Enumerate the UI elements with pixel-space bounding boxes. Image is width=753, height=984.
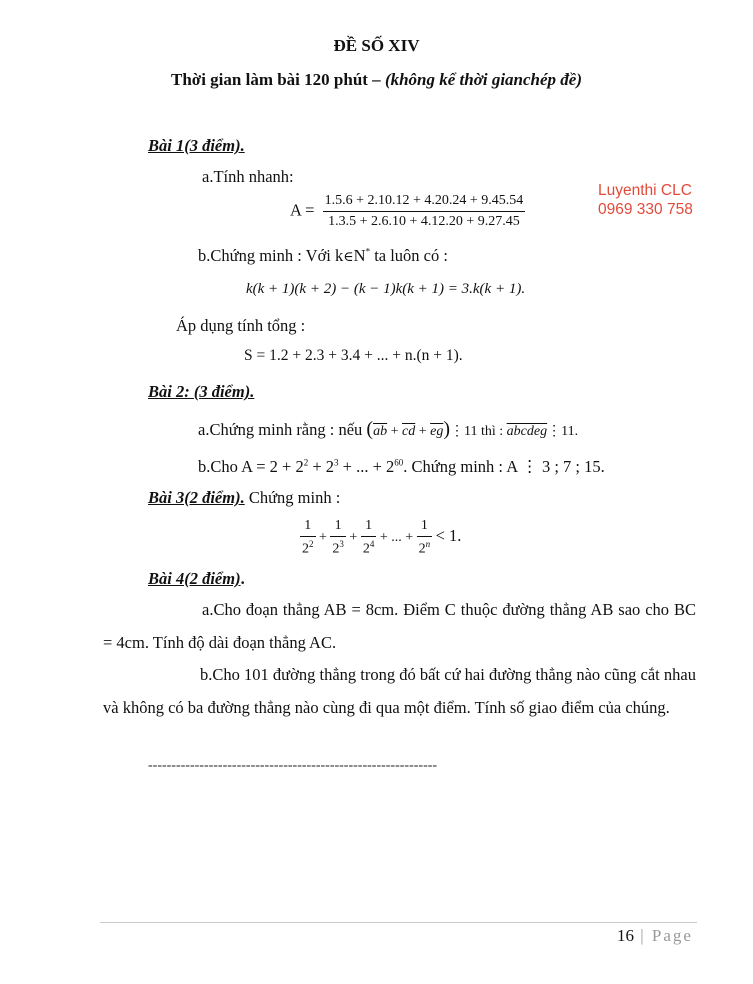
bai1-b-statement [198, 246, 448, 266]
page-footer [617, 926, 693, 946]
page-word: Page [651, 926, 693, 945]
bai4-heading-line [148, 569, 245, 589]
bai3-dots: + ... + [379, 530, 414, 546]
bai2-a-overline-ab: $\overline{ab}$ [373, 424, 388, 439]
bai2-a-plus-2: + [415, 424, 431, 439]
bai3-f4-num: 1 [417, 518, 433, 537]
bai3-fraction-3 [361, 518, 377, 558]
bai2-b-mid-2: + ... + 2 [338, 457, 395, 476]
bai2-b-statement [198, 457, 605, 477]
bai3-f3-exp: 4 [369, 539, 375, 549]
bai1-b-suffix: ta luôn có : [370, 246, 448, 265]
watermark-name: Luyenthi CLC [598, 182, 692, 199]
bai3-f1-exp: 2 [309, 539, 314, 549]
bai3-inequality [300, 518, 461, 558]
bai1-b-star: * [365, 246, 371, 257]
bai3-text: Chứng minh : [244, 488, 341, 507]
bai2-b-suffix: . Chứng minh : A ⋮ 3 ; 7 ; 15. [403, 457, 605, 476]
bai4-heading-dot: . [240, 569, 245, 588]
bai3-f2-exp: 3 [339, 539, 344, 549]
bai3-f1-den: 2 [302, 541, 309, 557]
page-separator: | [634, 926, 652, 945]
bai3-tail: < 1. [435, 526, 462, 546]
bai2-a-overline-cd: $\overline{cd}$ [402, 424, 416, 439]
bai1-b-prefix: b.Chứng minh : Với k [198, 246, 344, 265]
bai1-sum-formula: S = 1.2 + 2.3 + 3.4 + ... + n.(n + 1). [244, 347, 463, 364]
bai1-a-numerator: 1.5.6 + 2.10.12 + 4.20.24 + 9.45.54 [323, 193, 526, 212]
subtitle-note: (không kể thời gianchép đề) [384, 70, 583, 89]
bai3-statement [148, 488, 340, 508]
bai2-b-exp-60: 60 [394, 457, 404, 468]
bai1-a-label: a.Tính nhanh: [202, 167, 294, 186]
bai1-a-denominator: 1.3.5 + 2.6.10 + 4.12.20 + 9.27.45 [328, 214, 520, 229]
bai1-b-set: N [353, 246, 366, 265]
bai3-fraction-1 [300, 518, 316, 558]
bai2-b-mid-1: + 2 [308, 457, 335, 476]
bai3-f2-num: 1 [330, 518, 346, 537]
bai3-heading: Bài 3(2 điểm). [148, 488, 245, 507]
bai2-a-overline-eg: $\overline{eg}$ [430, 424, 444, 439]
bai2-b-exp-3: 3 [334, 457, 339, 468]
bai3-f4-exp: n [425, 539, 431, 549]
bai3-plus-1: + [319, 530, 327, 546]
bai1-apply-label: Áp dụng tính tổng : [176, 316, 306, 335]
bai1-a-fraction-expression [290, 193, 525, 230]
page-number: 16 [617, 926, 634, 945]
bai1-b-formula: k(k + 1)(k + 2) − (k − 1)k(k + 1) = 3.k(k + 1). [246, 281, 526, 297]
bai2-a-statement: a.Chứng minh rằng : nếu ($\overline{ab} + \overline{cd}$ + $\overline{eg})⋮11$ thì : abcdeg⋮11. [198, 418, 579, 440]
bai2-heading: Bài 2: (3 điểm). [148, 382, 255, 401]
separator-line: -------------------------------------------------------------- [148, 758, 438, 773]
bai1-a-fraction [323, 193, 526, 230]
watermark-phone: 0969 330 758 [598, 201, 693, 218]
page-title: ĐỀ SỐ XIV [333, 36, 420, 55]
bai3-f2-den: 2 [332, 541, 340, 557]
bai2-a-prefix: a.Chứng minh rằng : nếu [198, 420, 367, 439]
bai3-f3-num: 1 [361, 518, 377, 537]
bai3-fraction-2 [330, 518, 346, 558]
bai3-f4-den: 2 [418, 541, 426, 557]
bai4-b-paragraph: b.Cho 101 đường thẳng trong đó bất cứ hai đường thẳng nào cũng cắt nhau và không có ba đường thẳng nào cùng đi qua một điểm. Tính số giao điểm của chúng. [103, 665, 696, 717]
bai2-b-exp-2: 2 [303, 457, 309, 468]
time-subtitle [0, 70, 753, 90]
bai2-a-divides-2: ⋮11. [547, 424, 579, 439]
bai1-a-lhs: A = [290, 200, 315, 220]
bai3-f3-den: 2 [362, 541, 370, 557]
bai3-plus-2: + [349, 530, 358, 546]
bai1-heading: Bài 1(3 điểm). [148, 136, 245, 155]
footer-rule [100, 922, 697, 923]
bai2-b-prefix: b.Cho A = 2 + 2 [198, 457, 304, 476]
bai3-f1-num: 1 [300, 518, 316, 537]
bai2-a-plus-1: + [387, 424, 402, 439]
bai4-heading: Bài 4(2 điểm) [148, 569, 241, 588]
bai2-a-divides: ⋮11 thì : [450, 424, 507, 439]
bai2-a-overline-abcdeg: abcdeg [506, 424, 548, 439]
bai1-b-in-symbol: ∈ [343, 250, 354, 265]
subtitle-main: Thời gian làm bài 120 phút – [170, 70, 385, 89]
bai3-fraction-4 [417, 518, 433, 558]
bai4-a-paragraph: a.Cho đoạn thẳng AB = 8cm. Điểm C thuộc đường thẳng AB sao cho BC = 4cm. Tính độ dài đoạn thẳng AC. [103, 600, 696, 652]
